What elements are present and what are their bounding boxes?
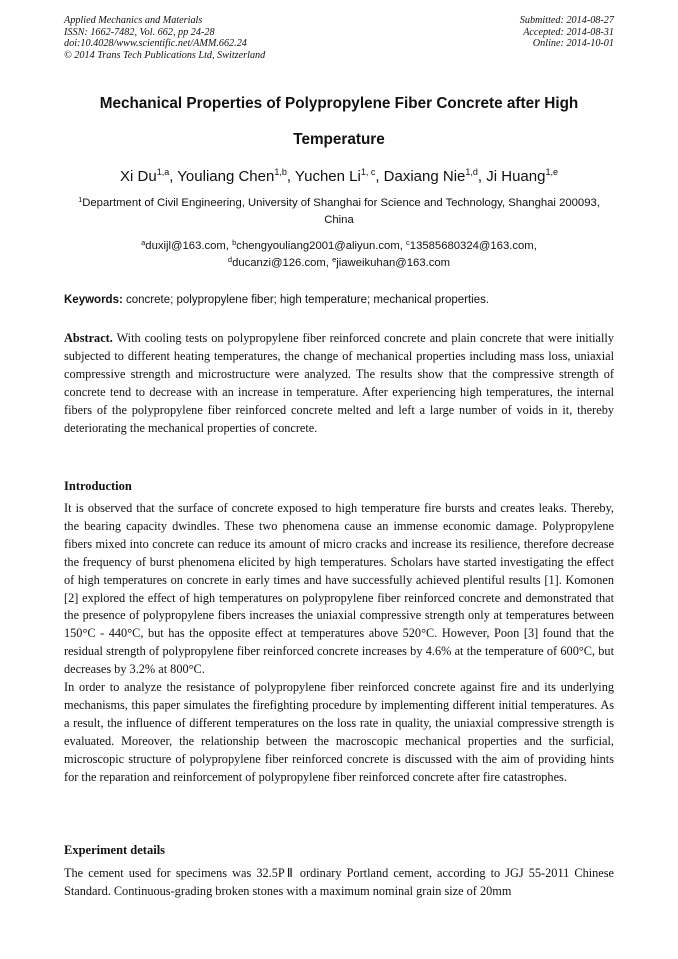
introduction-heading: Introduction [64, 479, 132, 493]
accepted-date: Accepted: 2014-08-31 [523, 26, 614, 38]
affiliation-sup: 1 [78, 195, 83, 204]
introduction-body [64, 500, 614, 787]
affiliation [62, 195, 616, 229]
email-link[interactable]: ducanzi@126.com [232, 257, 326, 269]
abstract [64, 330, 614, 437]
email-line-2: $^d$ducanzi@126.com, $^e$jiaweikuhan@163.com [227, 255, 451, 269]
author-sup: 1,d [465, 167, 478, 177]
abstract-text: With cooling tests on polypropylene fiber reinforced concrete and plain concrete that were initially subjected to different heating temperatures, the change of mechanical properties including mass loss, uniaxial compressive strength and microstructure were analyzed. The results show that the compressive strength of concrete tend to decrease with an increase in temperature. After experiencing high temperatures, the internal fibers of the polypropylene fiber reinforced concrete melted and left a large number of voids in it, thereby deteriorating the mechanical properties of concrete. [64, 331, 614, 435]
author-name: Youliang Chen [177, 168, 275, 185]
submitted-date: Submitted: 2014-08-27 [519, 15, 614, 26]
online-date: Online: 2014-10-01 [532, 38, 614, 50]
journal-name: Applied Mechanics and Materials [64, 15, 203, 26]
journal-header [64, 15, 265, 61]
journal-copyright: © 2014 Trans Tech Publications Ltd, Switzerland [64, 49, 266, 61]
email-sup: e [332, 255, 337, 264]
experiment-heading: Experiment details [64, 843, 166, 857]
journal-issn: ISSN: 1662-7482, Vol. 662, pp 24-28 [64, 26, 215, 38]
email-link[interactable]: jiaweikuhan@163.com [336, 257, 451, 269]
title-line-2: Temperature [293, 131, 385, 148]
dates-header [520, 15, 614, 50]
author-name: Ji Huang [486, 168, 546, 185]
author-sup: 1,b [274, 167, 287, 177]
author-emails [40, 238, 638, 272]
introduction-paragraph-1: It is observed that the surface of concrete exposed to high temperature fire bursts and creates leaks. Thereby, the bearing capacity dwindles. These two phenomena cause an immense economic damage. Polypropylene fibers mixed into concrete can reduce its amount of micro cracks and increase its resilience, therefore decrease the frequency of burst phenomena elicited by high temperatures. Scholars have started investigating the effect of high temperatures on concrete in early times and have successfully achieved plentiful results [1]. Komonen [2] explored the effect of high temperatures on polypropylene fiber reinforced concrete and demonstrated that the presence of polypropylene fibers increases the uniaxial compressive strength only at temperatures between 150°C - 440°C, but has the opposite effect at temperatures above 520°C. However, Poon [3] found that the residual strength of polypropylene fiber reinforced concrete increases by 4.6% at the temperature of 600°C, but decreases by 3.2% at 800°C. [64, 501, 614, 677]
keywords [64, 292, 624, 309]
email-sup: d [227, 255, 233, 264]
author-list: Xi Du$^{1,a}$, Youliang Chen$^{1,b}$, Yuchen Li$^{1, c}$, Daxiang Nie$^{1,d}$, Ji Huang$^{1,e}$ [120, 167, 558, 185]
author-name: Xi Du [120, 168, 157, 185]
experiment-paragraph-1: The cement used for specimens was 32.5PⅡ ordinary Portland cement, according to JGJ 55-2011 Chinese Standard. Continuous-grading broken stones with a maximum nominal grain size of 20mm [64, 866, 614, 898]
title-line-1: Mechanical Properties of Polypropylene Fiber Concrete after High [99, 95, 579, 112]
email-line-1: $^a$duxijl@163.com, $^b$chengyouliang2001@aliyun.com, $^c$13585680324@163.com, [141, 238, 537, 252]
keywords-text: concrete; polypropylene fiber; high temperature; mechanical properties. [122, 294, 490, 306]
author-sup: 1,e [545, 167, 558, 177]
email-link[interactable]: duxijl@163.com [145, 240, 226, 252]
email-sup: c [406, 238, 410, 247]
email-link[interactable]: 13585680324@163.com [409, 240, 534, 252]
email-sup: a [141, 238, 146, 247]
paper-title [40, 86, 638, 158]
introduction-paragraph-2: In order to analyze the resistance of polypropylene fiber reinforced concrete against fire and its underlying mechanisms, this paper simulates the firefighting procedure by implementing different initial temperatures. As a result, the influence of different temperatures on the loss rate in quality, the uniaxial compressive strength is evaluated. Moreover, the relationship between the macroscopic mechanical properties and the surficial, microscopic structure of polypropylene fiber reinforced concrete is discussed with the aim of providing hints for the reparation and reinforcement of polypropylene fiber reinforced concrete after fire catastrophes. [64, 680, 614, 784]
author-sup: 1,a [156, 167, 170, 177]
journal-doi: doi:10.4028/www.scientific.net/AMM.662.24 [64, 38, 247, 50]
email-link[interactable]: chengyouliang2001@aliyun.com [236, 240, 400, 252]
author-name: Daxiang Nie [383, 168, 466, 185]
keywords-label: Keywords: [64, 294, 123, 306]
author-name: Yuchen Li [294, 168, 361, 185]
affiliation-text: Department of Civil Engineering, University of Shanghai for Science and Technology, Shanghai 200093, China [82, 197, 600, 226]
email-sup: b [232, 238, 237, 247]
abstract-label: Abstract. [64, 331, 113, 345]
experiment-body [64, 865, 614, 901]
author-sup: 1, c [360, 167, 376, 177]
